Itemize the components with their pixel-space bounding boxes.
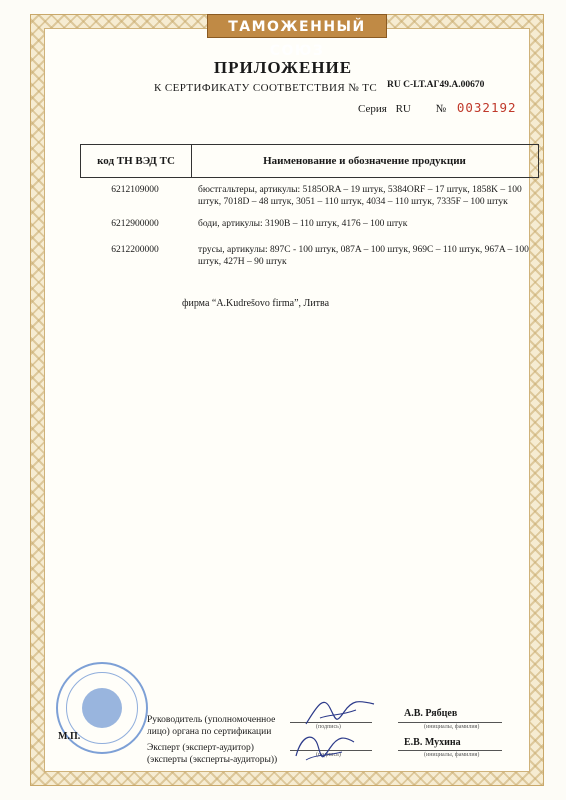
expert-label-line-1: Эксперт (эксперт-аудитор) [147,743,254,753]
expert-label-line-2: (эксперты (эксперты-аудиторы)) [147,755,278,765]
head-name: А.В. Рябцев [404,708,458,719]
certificate-number: RU C-LT.AГ49.A.00670 [387,80,485,90]
head-sign-caption: (подпись) [316,724,341,730]
manufacturer-line: фирма “A.Kudrešovo firma”, Литва [182,298,330,309]
expert-name: Е.В. Мухина [404,737,461,748]
document-body [44,28,530,772]
expert-name-line [398,750,502,751]
serial-number: 0032192 [456,100,517,115]
series-line [358,100,517,115]
column-name-header: Наименование и обозначение продукции [263,155,466,167]
series-value: RU [395,103,411,115]
head-label-line-1: Руководитель (уполномоченное [147,715,276,725]
seal-place-label: М.П. [58,731,81,742]
hs-code: 6212109000 [111,185,159,195]
head-label [147,714,275,738]
head-initials-caption: (инициалы, фамилия) [424,724,480,730]
subtitle: К СЕРТИФИКАТУ СООТВЕТСТВИЯ № ТС [154,82,378,94]
product-description: бюстгальтеры, артикулы: 5185ORA – 19 штук, 5384ORF – 17 штук, 1858K – 100 штук, 7018D – 48 штук, 3051 – 110 штук, 4034 – 110 штук, 7335F – 100 штук [198,185,522,207]
table-header [80,144,539,178]
product-description: трусы, артикулы: 897C - 100 штук, 087A – 100 штук, 969C – 110 штук, 967A – 100 штук, 427H – 90 штук [198,245,529,267]
expert-sign-caption: (подпись) [316,752,341,758]
product-description: боди, артикулы: 3190B – 110 штук, 4176 – 100 штук [198,219,408,229]
head-signature-icon [300,694,380,730]
column-code-header: код ТН ВЭД ТС [81,145,192,177]
hs-code: 6212200000 [111,245,159,255]
head-label-line-2: лицо) органа по сертификации [147,727,272,737]
head-name-line [398,722,502,723]
stamp-logo-icon [82,688,122,728]
customs-union-banner: ТАМОЖЕННЫЙ СОЮЗ [207,14,387,38]
hs-code: 6212900000 [111,219,159,229]
number-label: № [435,103,447,115]
expert-initials-caption: (инициалы, фамилия) [424,752,480,758]
expert-label [147,742,277,766]
expert-signature-icon [292,728,362,764]
series-label: Серия [358,103,387,115]
page-title: ПРИЛОЖЕНИЕ [213,58,353,77]
